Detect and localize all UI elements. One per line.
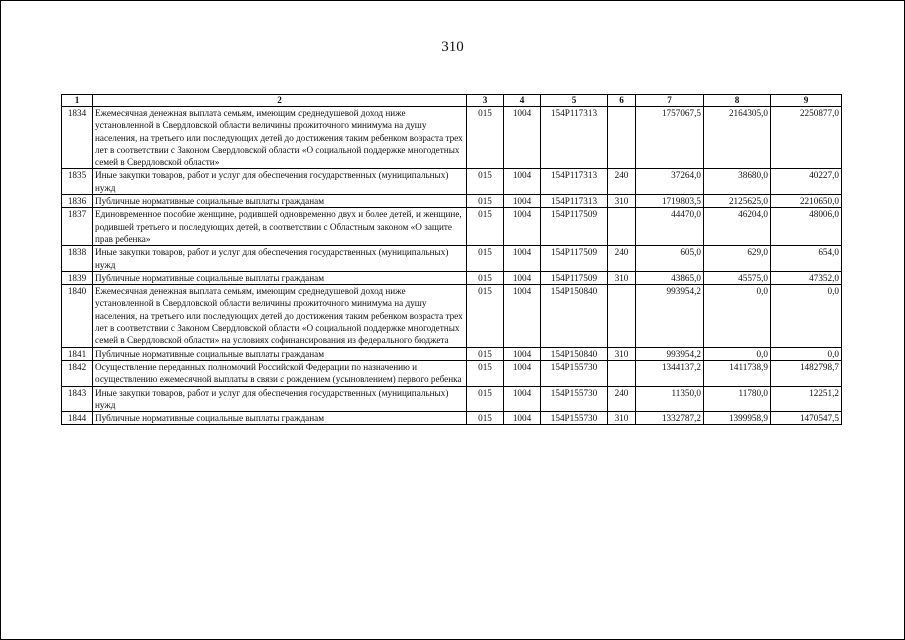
amount-year-1: 993954,2 [636,347,704,360]
table-row [62,195,842,208]
table-row [62,208,842,246]
amount-year-2: 2125625,0 [704,195,771,208]
row-number: 1843 [62,386,93,412]
table-row [62,271,842,284]
table-row [62,360,842,386]
section-code: 1004 [504,347,541,360]
target-article-code: 154P117313 [541,169,608,195]
amount-year-2: 46204,0 [704,208,771,246]
amount-year-2: 45575,0 [704,271,771,284]
amount-year-3: 1482798,7 [771,360,842,386]
amount-year-1: 1332787,2 [636,412,704,425]
ministry-code: 015 [467,412,504,425]
amount-year-1: 1719803,5 [636,195,704,208]
row-number: 1840 [62,285,93,347]
ministry-code: 015 [467,347,504,360]
target-article-code: 154P117313 [541,107,608,169]
amount-year-3: 48006,0 [771,208,842,246]
target-article-code: 154P150840 [541,285,608,347]
section-code: 1004 [504,271,541,284]
section-code: 1004 [504,386,541,412]
row-description: Ежемесячная денежная выплата семьям, имеющим среднедушевой доход ниже установленной в Свердловской области величины прожиточного минимума на душу населения, на третьего или последующих детей до достижения таким ребенком возраста трех лет в соответствии с Законом Свердловской области «О социальной поддержке многодетных семей в Свердловской области» на условиях софинансирования из федерального бюджета [93,285,467,347]
table-row [62,412,842,425]
amount-year-3: 2210650,0 [771,195,842,208]
table-row [62,285,842,347]
row-description: Публичные нормативные социальные выплаты гражданам [93,195,467,208]
row-description: Осуществление переданных полномочий Российской Федерации по назначению и осуществлению ежемесячной выплаты в связи с рождением (усыновлением) первого ребенка [93,360,467,386]
amount-year-1: 1344137,2 [636,360,704,386]
ministry-code: 015 [467,360,504,386]
row-number: 1842 [62,360,93,386]
amount-year-2: 629,0 [704,246,771,272]
amount-year-2: 1399958,9 [704,412,771,425]
column-header-6: 6 [608,95,636,107]
target-article-code: 154P117509 [541,271,608,284]
table-row [62,386,842,412]
ministry-code: 015 [467,107,504,169]
row-description: Публичные нормативные социальные выплаты гражданам [93,347,467,360]
page-number: 310 [441,39,464,55]
expense-type-code [608,107,636,169]
expense-type-code: 240 [608,246,636,272]
row-number: 1835 [62,169,93,195]
amount-year-3: 12251,2 [771,386,842,412]
section-code: 1004 [504,360,541,386]
expense-type-code: 310 [608,412,636,425]
section-code: 1004 [504,195,541,208]
amount-year-2: 11780,0 [704,386,771,412]
expense-type-code: 240 [608,169,636,195]
row-description: Публичные нормативные социальные выплаты гражданам [93,271,467,284]
amount-year-1: 44470,0 [636,208,704,246]
ministry-code: 015 [467,386,504,412]
target-article-code: 154P117313 [541,195,608,208]
table-row [62,347,842,360]
column-header-5: 5 [541,95,608,107]
section-code: 1004 [504,285,541,347]
expense-type-code [608,360,636,386]
target-article-code: 154P155730 [541,386,608,412]
column-header-8: 8 [704,95,771,107]
column-header-2: 2 [93,95,467,107]
section-code: 1004 [504,246,541,272]
section-code: 1004 [504,169,541,195]
ministry-code: 015 [467,169,504,195]
amount-year-3: 0,0 [771,285,842,347]
row-description: Единовременное пособие женщине, родившей одновременно двух и более детей, и женщине, родившей третьего и последующих детей, в соответствии с Областным законом «О защите прав ребенка» [93,208,467,246]
expense-type-code: 310 [608,347,636,360]
table-row [62,169,842,195]
ministry-code: 015 [467,271,504,284]
target-article-code: 154P155730 [541,360,608,386]
column-header-4: 4 [504,95,541,107]
target-article-code: 154P150840 [541,347,608,360]
amount-year-2: 2164305,0 [704,107,771,169]
section-code: 1004 [504,208,541,246]
row-number: 1841 [62,347,93,360]
header-row [62,95,842,107]
amount-year-1: 11350,0 [636,386,704,412]
amount-year-1: 43865,0 [636,271,704,284]
table-row [62,107,842,169]
row-description: Иные закупки товаров, работ и услуг для обеспечения государственных (муниципальных) нужд [93,169,467,195]
row-number: 1834 [62,107,93,169]
expense-type-code: 310 [608,195,636,208]
expense-type-code [608,285,636,347]
row-number: 1838 [62,246,93,272]
column-header-1: 1 [62,95,93,107]
expense-type-code: 310 [608,271,636,284]
ministry-code: 015 [467,285,504,347]
column-header-3: 3 [467,95,504,107]
amount-year-2: 1411738,9 [704,360,771,386]
ministry-code: 015 [467,246,504,272]
amount-year-3: 654,0 [771,246,842,272]
column-header-9: 9 [771,95,842,107]
budget-table [61,94,842,425]
ministry-code: 015 [467,208,504,246]
amount-year-1: 993954,2 [636,285,704,347]
amount-year-2: 38680,0 [704,169,771,195]
expense-type-code: 240 [608,386,636,412]
amount-year-1: 1757067,5 [636,107,704,169]
section-code: 1004 [504,107,541,169]
row-number: 1837 [62,208,93,246]
row-description: Публичные нормативные социальные выплаты гражданам [93,412,467,425]
amount-year-2: 0,0 [704,347,771,360]
column-header-7: 7 [636,95,704,107]
amount-year-1: 605,0 [636,246,704,272]
target-article-code: 154P117509 [541,208,608,246]
amount-year-2: 0,0 [704,285,771,347]
row-description: Ежемесячная денежная выплата семьям, имеющим среднедушевой доход ниже установленной в Свердловской области величины прожиточного минимума на душу населения, на третьего или последующих детей до достижения таким ребенком возраста трех лет в соответствии с Законом Свердловской области «О социальной поддержке многодетных семей в Свердловской области» [93,107,467,169]
table-row [62,246,842,272]
amount-year-3: 1470547,5 [771,412,842,425]
row-number: 1839 [62,271,93,284]
amount-year-3: 47352,0 [771,271,842,284]
amount-year-3: 40227,0 [771,169,842,195]
row-number: 1844 [62,412,93,425]
target-article-code: 154P117509 [541,246,608,272]
amount-year-3: 2250877,0 [771,107,842,169]
target-article-code: 154P155730 [541,412,608,425]
expense-type-code [608,208,636,246]
amount-year-3: 0,0 [771,347,842,360]
section-code: 1004 [504,412,541,425]
row-number: 1836 [62,195,93,208]
row-description: Иные закупки товаров, работ и услуг для обеспечения государственных (муниципальных) нужд [93,386,467,412]
ministry-code: 015 [467,195,504,208]
amount-year-1: 37264,0 [636,169,704,195]
row-description: Иные закупки товаров, работ и услуг для обеспечения государственных (муниципальных) нужд [93,246,467,272]
